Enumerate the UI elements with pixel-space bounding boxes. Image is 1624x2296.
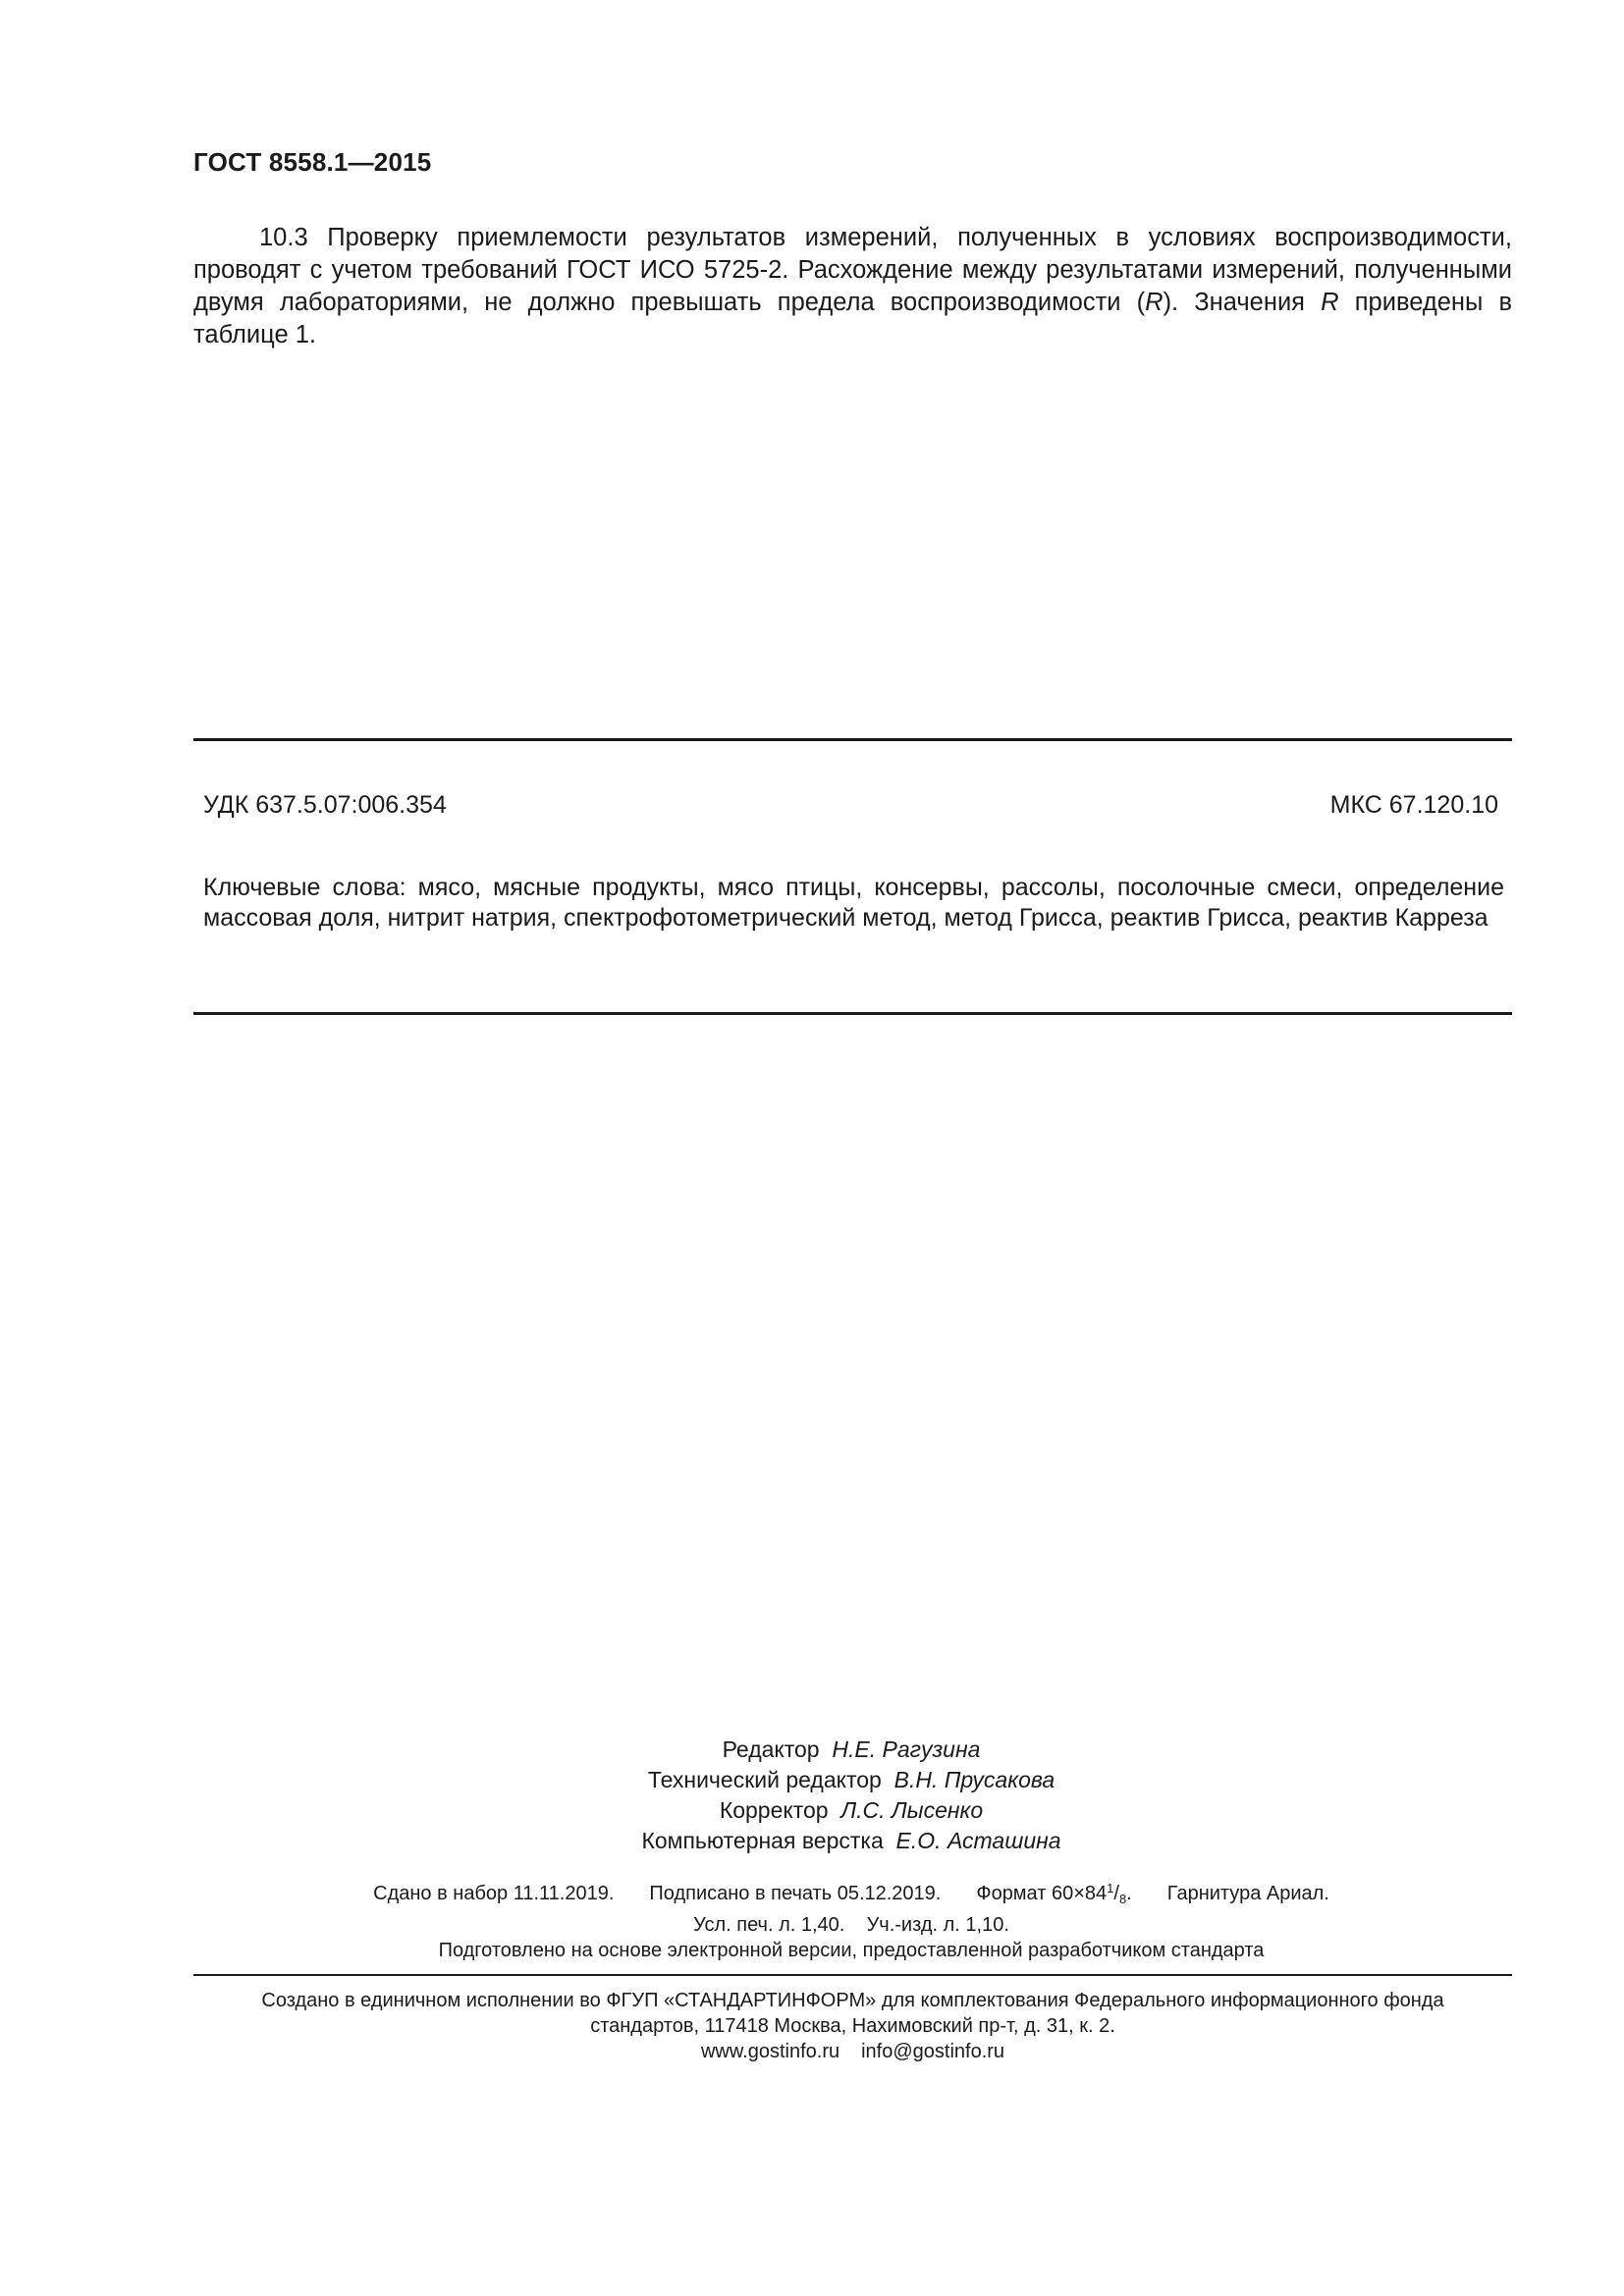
imprint-prepared: Подготовлено на основе электронной версии, предоставленной разработчиком стандарта [438,1940,1265,1961]
publisher-footer [193,1988,1512,2064]
website-link[interactable]: www.gostinfo.ru [700,2041,840,2062]
credit-name: Н.Е. Рагузина [832,1736,981,1762]
credit-role: Редактор [722,1736,820,1762]
divider-top [193,738,1512,741]
clause-text-part3: приведены в таблице 1. [193,289,1512,348]
credit-proofreader [488,1795,1215,1826]
credit-layout [488,1826,1215,1856]
credit-name: В.Н. Прусакова [893,1767,1056,1792]
imprint-signed: Подписано в печать 05.12.2019. [649,1883,942,1904]
footer-links [193,2039,1512,2064]
imprint-block [292,1876,1411,1963]
standard-designation: ГОСТ 8558.1—2015 [193,147,432,177]
credit-tech-editor [488,1765,1215,1795]
divider-middle [193,1012,1512,1015]
clause-10-3 [193,222,1512,351]
mks-code: МКС 67.120.10 [1329,791,1498,819]
keywords: Ключевые слова: мясо, мясные продукты, мясо птицы, консервы, рассолы, посолочные смеси, определение массовая доля, нитрит натрия, спектрофотометрический метод, метод Грисса, реактив Грисса, реактив Карреза [203,874,1504,932]
imprint-typeface: Гарнитура Ариал. [1166,1883,1329,1904]
credit-role: Корректор [719,1797,829,1823]
footer-line-2: стандартов, 117418 Москва, Нахимовский пр-т, д. 31, к. 2. [590,2015,1115,2037]
credit-editor [488,1735,1215,1765]
imprint-line-2 [292,1912,1411,1938]
clause-text-part2: ). Значения [1163,289,1322,316]
imprint-format: Формат $60\times 84^1/_8$. [976,1881,1132,1906]
credit-name: Е.О. Асташина [895,1828,1061,1853]
credits-block [488,1735,1215,1856]
footer-line-1: Создано в единичном исполнении во ФГУП «СТАНДАРТИНФОРМ» для комплектования Федерального информационного фонда [261,1990,1444,2011]
imprint-line-1 [292,1876,1411,1912]
r-symbol-2: R [1321,289,1339,316]
credit-role: Компьютерная верстка [641,1828,884,1853]
clause-text-part1: 10.3 Проверку приемлемости результатов измерений, полученных в условиях воспроизводимости, проводят с учетом требований ГОСТ ИСО 5725-2. Расхождение между результатами измерений, полученными двумя лабораториями, не должно превышать предела воспроизводимости ( [193,224,1512,316]
email-link[interactable]: info@gostinfo.ru [861,2041,1005,2062]
r-symbol: R [1145,289,1164,316]
imprint-sheets-print: Усл. печ. л. 1,40. [693,1914,845,1936]
imprint-submitted: Сдано в набор 11.11.2019. [373,1883,615,1904]
imprint-sheets-pub: Уч.-изд. л. 1,10. [866,1914,1009,1936]
credit-name: Л.С. Лысенко [840,1797,984,1823]
divider-footer [193,1974,1512,1976]
udk-code: УДК 637.5.07:006.354 [203,791,447,819]
credit-role: Технический редактор [647,1767,882,1792]
